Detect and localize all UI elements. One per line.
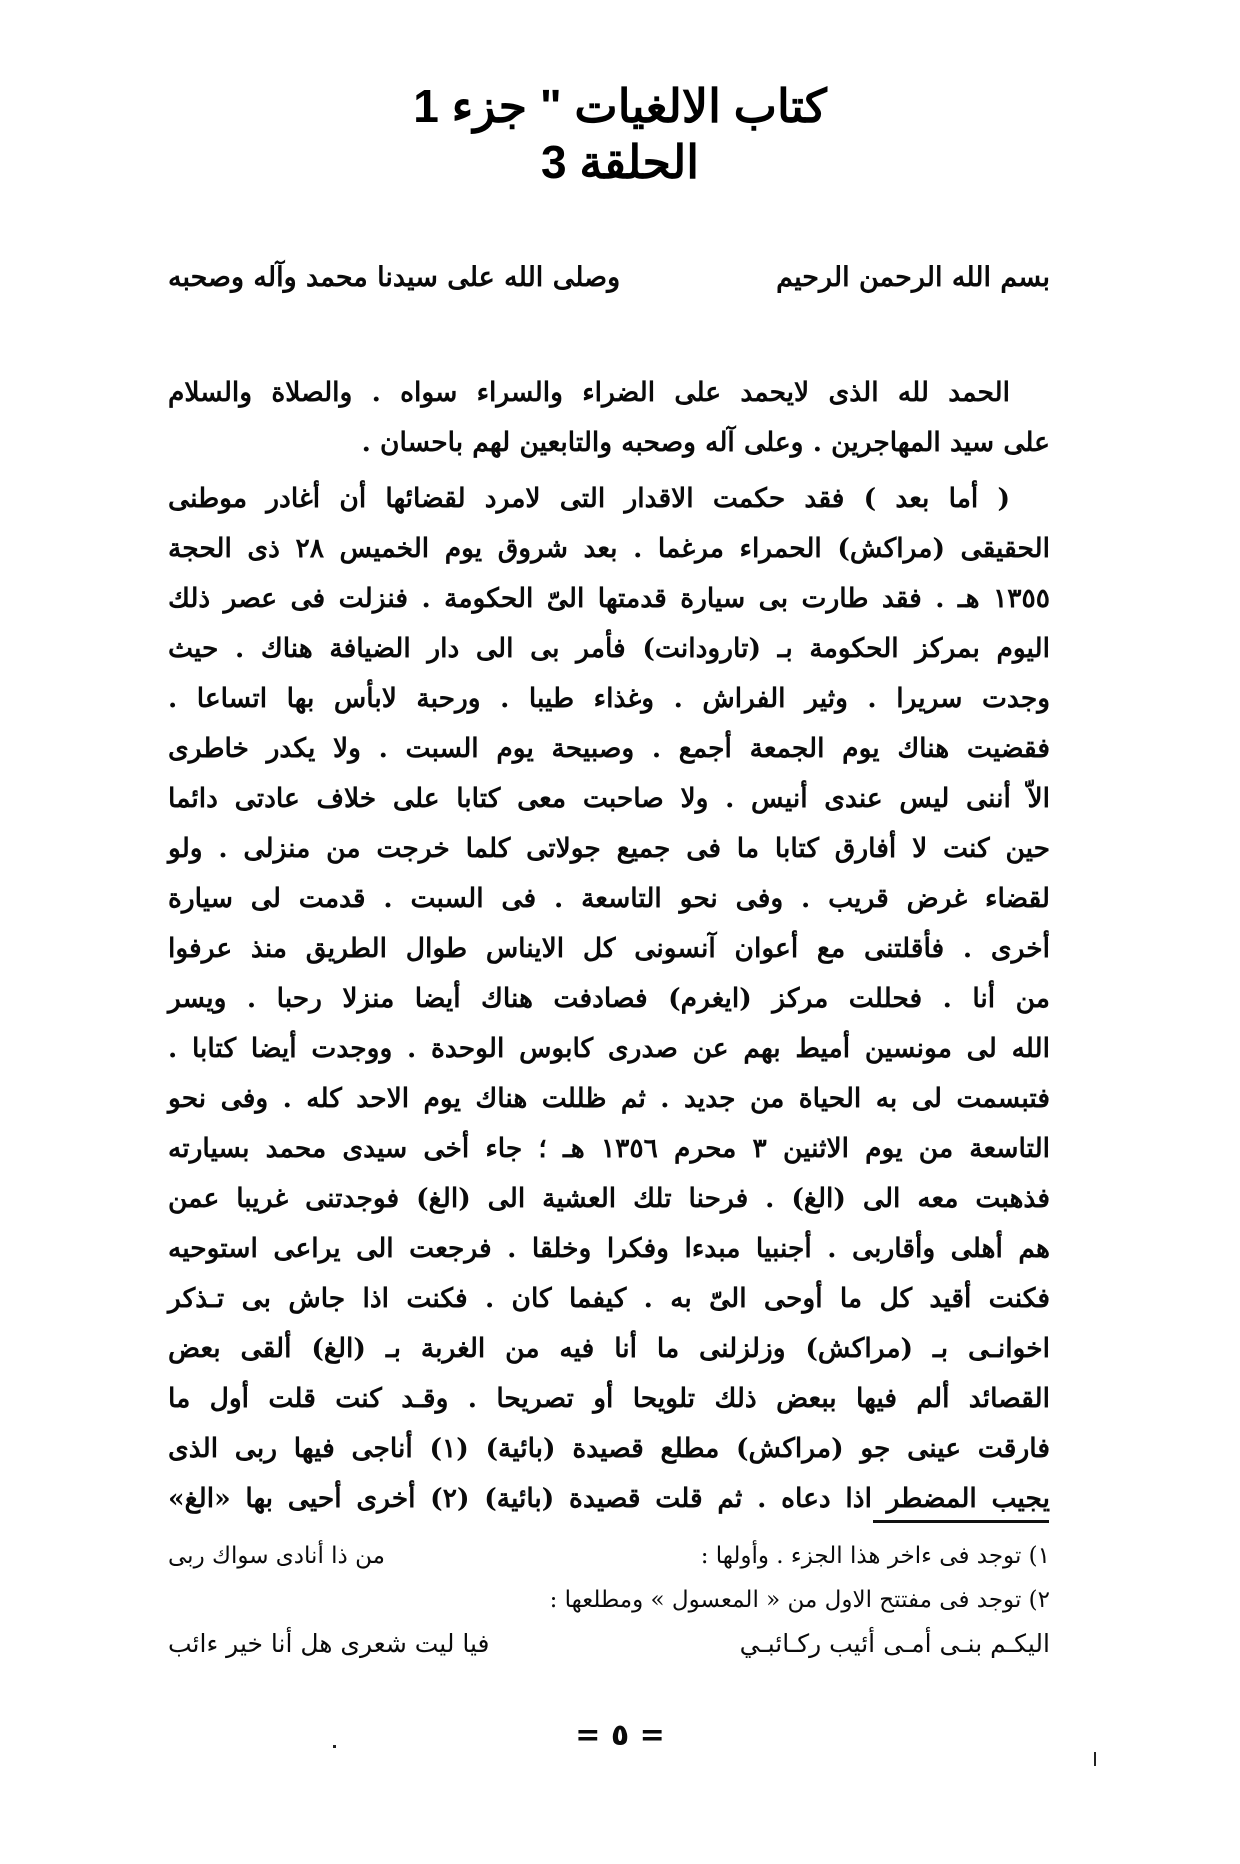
verse-second-hemistich: فيا ليت شعرى هل أنا خير ءائب — [168, 1629, 490, 1658]
text-line: لقضاء غرض قريب . وفى نحو التاسعة . فى السبت . قدمت لى سيارة — [168, 883, 1050, 914]
text-line: أخرى . فأقلتنى مع أعوان آنسونى كل الايناس طوال الطريق منذ عرفوا — [168, 933, 1050, 964]
text-line: حين كنت لا أفارق كتابا ما فى جميع جولاتى كلما خرجت من منزلى . ولو — [168, 833, 1050, 864]
text-line: هم أهلى وأقاربى . أجنبيا مبدءا وفكرا وخلقا . فرجعت الى يراعى استوحيه — [168, 1233, 1050, 1264]
episode-number: 3 — [540, 136, 567, 188]
text-line: فارقت عينى جو (مراكش) مطلع قصيدة (بائية) (١) أناجى فيها ربى الذى — [168, 1433, 1050, 1464]
footnote-1-text: توجد فى ءاخر هذا الجزء . وأولها : — [700, 1543, 1022, 1569]
paragraph — [168, 474, 1050, 1524]
scan-speck — [333, 1745, 336, 1748]
paragraph — [168, 368, 1050, 468]
book-part-number: 1 — [413, 80, 439, 132]
text-line: فذهبت معه الى (الغ) . فرحنا تلك العشية الى (الغ) فوجدتنى غريبا عمن — [168, 1183, 1050, 1214]
text-line: القصائد ألم فيها ببعض ذلك تلويحا أو تصريحا . وقـد كنت قلت أول ما — [168, 1383, 1050, 1414]
body-text — [168, 368, 1050, 1524]
text-line: اخوانـى بـ (مراكش) وزلزلنى ما أنا فيه من الغربة بـ (الغ) ألقى بعض — [168, 1333, 1050, 1364]
text-line: ١٣٥٥ هـ . فقد طارت بى سيارة قدمتها الىّ الحكومة . فنزلت فى عصر ذلك — [168, 583, 1050, 614]
page-number: = ٥ = — [575, 1718, 665, 1753]
text-line: الحقيقى (مراكش) الحمراء مرغما . بعد شروق يوم الخميس ٢٨ ذى الحجة — [168, 533, 1050, 564]
episode-title — [0, 134, 1240, 190]
text-line: يجيب المضطر اذا دعاه . ثم قلت قصيدة (بائية) (٢) أخرى أحيى بها «الغ» — [168, 1483, 1050, 1514]
verse-first-hemistich: اليكـم بنـى أمـى أئيب ركـائبـي — [739, 1629, 1050, 1658]
text-line: فتبسمت لى به الحياة من جديد . ثم ظللت هناك يوم الاحد كله . وفى نحو — [168, 1083, 1050, 1114]
text-line: من أنا . فحللت مركز (ايغرم) فصادفت هناك أيضا منزلا رحبا . ويسر — [168, 983, 1050, 1014]
footnotes — [168, 1534, 1050, 1666]
opening-invocation — [168, 262, 1050, 293]
text-line: على سيد المهاجرين . وعلى آله وصحبه والتابعين لهم باحسان . — [361, 427, 1050, 458]
footnote-divider — [873, 1520, 1049, 1523]
text-line: وجدت سريرا . وثير الفراش . وغذاء طيبا . ورحبة لابأس بها اتساعا . — [168, 683, 1050, 714]
scan-speck — [1094, 1752, 1096, 1766]
footnote-1-marker: ١) — [1028, 1543, 1050, 1569]
text-line: فقضيت هناك يوم الجمعة أجمع . وصبيحة يوم السبت . ولا يكدر خاطرى — [168, 733, 1050, 764]
footnote-1 — [168, 1534, 1050, 1578]
footnote-2-text: توجد فى مفتتح الاول من « المعسول » ومطلعها : — [549, 1587, 1022, 1613]
text-line: اليوم بمركز الحكومة بـ (تارودانت) فأمر بى الى دار الضيافة هناك . حيث — [168, 633, 1050, 664]
footnote-2 — [168, 1578, 1050, 1622]
basmala: بسم الله الرحمن الرحيم — [776, 262, 1050, 293]
footnote-verse — [168, 1622, 1050, 1666]
text-line: الله لى مونسين أميط بهم عن صدرى كابوس الوحدة . ووجدت أيضا كتابا . — [168, 1033, 1050, 1064]
episode-label: الحلقة — [579, 136, 700, 188]
salawat: وصلى الله على سيدنا محمد وآله وصحبه — [168, 262, 621, 293]
footnote-1-quote: من ذا أنادى سواك ربى — [168, 1543, 385, 1569]
text-line: فكنت أقيد كل ما أوحى الىّ به . كيفما كان . فكنت اذا جاش بى تـذكر — [168, 1283, 1050, 1314]
text-line: الحمد لله الذى لايحمد على الضراء والسراء سواه . والصلاة والسلام — [168, 377, 1010, 408]
book-title — [0, 78, 1240, 134]
book-part-label: جزء — [451, 80, 528, 132]
text-line: الاّ أننى ليس عندى أنيس . ولا صاحبت معى كتابا على خلاف عادتى دائما — [168, 783, 1050, 814]
book-title-text: كتاب الالغيات " — [539, 80, 827, 132]
text-line: التاسعة من يوم الاثنين ٣ محرم ١٣٥٦ هـ ؛ جاء أخى سيدى محمد بسيارته — [168, 1133, 1051, 1164]
footnote-2-marker: ٢) — [1028, 1587, 1050, 1613]
text-line: ( أما بعد ) فقد حكمت الاقدار التى لامرد لقضائها أن أغادر موطنى — [168, 483, 1010, 514]
